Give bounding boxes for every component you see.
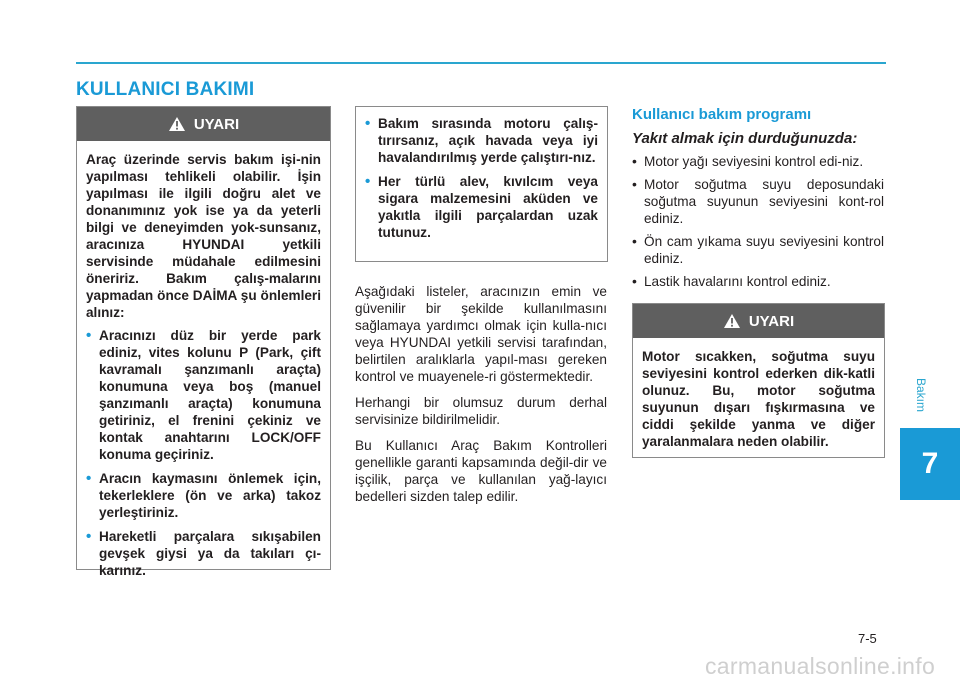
warning-intro: Araç üzerinde servis bakım işi-nin yapılması tehlikeli olabilir. İşin yapılması ile ilgili doğru alet ve donanımınız yok ise ya da yeterli bilgi ve deneyimden yok-sunsanız, aracınıza HYUNDAI yetkili servisinde müdahale edilmesini öneririz. Bakım çalış-malarını yapmadan önce DAİMA şu önlemleri alınız: bbox=[86, 152, 321, 320]
warning-triangle-icon bbox=[723, 313, 741, 329]
program-subtitle: Yakıt almak için durduğunuzda: bbox=[632, 130, 858, 147]
intro-paragraph: Aşağıdaki listeler, aracınızın emin ve güvenilir bir şekilde kullanılmasını sağlamaya yardımcı olmak için kulla-nıcı veya HYUNDAI yetkili servisi tarafından, belirtilen aralıklarla yapıl-ması gereken kontrol ve muayenele-ri göstermektedir. bbox=[355, 284, 607, 384]
page-number: 7-5 bbox=[858, 631, 877, 646]
warning-bullet: • Aracınızı düz bir yerde park ediniz, vites kolunu P (Park, çift kavramalı şanzımanlı araçta) konumuna veya boş (manuel şanzımanlı araçta) konumuna getiriniz, el frenini çekiniz ve kontak anahtarını LOCK/OFF konuma geçiriniz. bbox=[86, 327, 321, 463]
continuation-body bbox=[356, 107, 607, 258]
warning-box-header bbox=[77, 107, 330, 141]
program-item: • Motor yağı seviyesini kontrol edi-niz. bbox=[632, 153, 884, 170]
intro-paragraph: Herhangi bir olumsuz durum derhal servisinize bildirilmelidir. bbox=[355, 395, 607, 427]
continuation-bullet-list bbox=[365, 115, 598, 241]
program-list bbox=[632, 153, 884, 296]
warning-bullet: • Aracın kaymasını önlemek için, tekerleklere (ön ve arka) takoz yerleştiriniz. bbox=[86, 470, 321, 521]
warning-bullet: • Hareketli parçalara sıkışabilen gevşek giysi ya da takıları çı-karınız. bbox=[86, 528, 321, 579]
watermark: carmanualsonline.info bbox=[705, 653, 936, 679]
continuation-bullet: • Bakım sırasında motoru çalış-tırırsanız, açık havada veya iyi havalandırılmış yerde çalıştırı-nız. bbox=[365, 115, 598, 166]
program-title: Kullanıcı bakım programı bbox=[632, 106, 812, 123]
warning-heading: UYARI bbox=[193, 115, 240, 133]
program-item: • Lastik havalarını kontrol ediniz. bbox=[632, 273, 884, 290]
warning-heading: UYARI bbox=[748, 312, 795, 330]
chapter-side-label: Bakım bbox=[914, 378, 928, 413]
continuation-bullet: • Her türlü alev, kıvılcım veya sigara malzemesini aküden ve yakıtla ilgili parçalardan uzak tutunuz. bbox=[365, 173, 598, 241]
warning-text: Motor sıcakken, soğutma suyu seviyesini kontrol ederken dik-katli olunuz. Bu, motor soğutma suyunun dışarı fışkırmasına ve ciddi şekilde yanma ve diğer yaralanmalara neden olabilir. bbox=[642, 349, 875, 449]
warning-box-continuation bbox=[355, 106, 608, 262]
header-rule bbox=[76, 62, 886, 64]
warning-bullet-list bbox=[86, 327, 321, 579]
intro-text bbox=[355, 283, 607, 514]
warning-body bbox=[77, 141, 330, 596]
warning-body bbox=[633, 338, 884, 460]
warning-box-header bbox=[633, 304, 884, 338]
warning-box-left bbox=[76, 106, 331, 578]
warning-triangle-icon bbox=[168, 116, 186, 132]
intro-paragraph: Bu Kullanıcı Araç Bakım Kontrolleri genellikle garanti kapsamında değil-dir ve işçilik, parça ve kullanılan yağ-layıcı bedelleri sizden talep edilir. bbox=[355, 438, 607, 504]
section-title: KULLANICI BAKIMI bbox=[76, 79, 255, 100]
program-item: • Motor soğutma suyu deposundaki soğutma suyunun seviyesini kont-rol ediniz. bbox=[632, 176, 884, 227]
chapter-tab: 7 bbox=[900, 428, 960, 500]
warning-box-right bbox=[632, 303, 885, 458]
program-item: • Ön cam yıkama suyu seviyesini kontrol ediniz. bbox=[632, 233, 884, 267]
